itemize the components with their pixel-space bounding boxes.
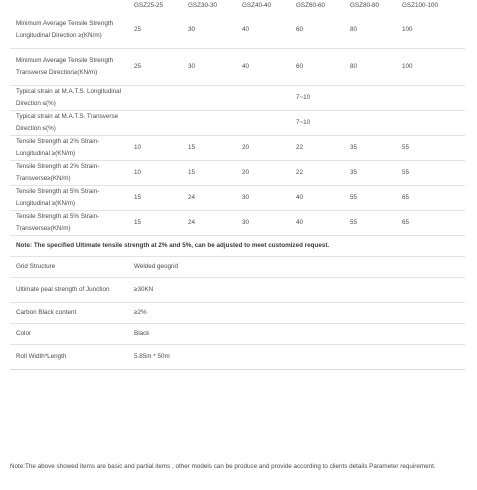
table-row [10,111,465,136]
table-row [10,49,465,86]
value-cell: 65 [396,186,465,211]
value-cell: 35 [344,161,396,186]
row-label: Tensile Strength at 2% Strain-Transverse≥(KN/m) [10,161,128,186]
row-label: Tensile Strength at 5% Strain-Transverse≥(KN/m) [10,211,128,236]
value-cell: 24 [182,211,236,236]
empty-cell [236,111,290,136]
value-cell: 55 [396,161,465,186]
header-cell: GSZ60-60 [296,2,326,9]
header-cell: GSZ25-25 [134,2,164,9]
value-cell: 15 [128,186,182,211]
value-cell: 7~10 [290,86,344,111]
table-row [10,161,465,186]
table-row [10,257,465,278]
row-label: Tensile Strength at 5% Strain-Longitudinal ≥(KN/m) [10,186,128,211]
value-cell: 80 [344,12,396,49]
empty-cell [128,86,182,111]
value-cell: 30 [236,186,290,211]
table-row [10,86,465,111]
table-row [10,345,465,370]
value-cell: 25 [128,49,182,86]
empty-cell [128,111,182,136]
value-cell: ≥2% [128,303,465,324]
value-cell: 55 [344,211,396,236]
value-cell: 22 [290,161,344,186]
header-cell: GSZ40-40 [242,2,272,9]
table-row [10,278,465,303]
value-cell: 40 [290,186,344,211]
row-label: Roll Width*Length [10,345,128,370]
value-cell: 10 [128,161,182,186]
row-label: Carbon Black content [10,303,128,324]
header-cell: GSZ80-80 [350,2,380,9]
value-cell: Black [128,324,465,345]
value-cell: 55 [396,136,465,161]
empty-cell [396,111,465,136]
value-cell: 60 [290,12,344,49]
empty-cell [344,86,396,111]
footer-note: Note:The above showed items are basic and partial items , other models can be produce and provide according to clients details Parameter requirement. [10,463,436,470]
row-label: Typical strain at M.A.T.S. Longitudinal Direction ≤(%) [10,86,128,111]
header-row [10,0,465,12]
row-label: Color [10,324,128,345]
value-cell: 55 [344,186,396,211]
value-cell: 10 [128,136,182,161]
row-label: Minimum Average Tensile Strength Transverse Direction≥(KN/m) [10,49,128,86]
value-cell: 20 [236,161,290,186]
row-label: Grid Structure [10,257,128,278]
value-cell: 65 [396,211,465,236]
value-cell: Welded geogrid [128,257,465,278]
table-note-row [10,236,465,257]
value-cell: 60 [290,49,344,86]
value-cell: 15 [128,211,182,236]
header-cell: GSZ30-30 [188,2,218,9]
empty-cell [236,86,290,111]
table-row [10,324,465,345]
row-label: Ultimate peal strength of Junction [10,278,128,303]
row-label: Typical strain at M.A.T.S. Transverse Direction ≤(%) [10,111,128,136]
value-cell: 7~10 [290,111,344,136]
header-cell: GSZ100-100 [402,2,439,9]
table-row [10,186,465,211]
empty-cell [396,86,465,111]
empty-cell [182,86,236,111]
value-cell: ≥30KN [128,278,465,303]
value-cell: 5.85m * 50m [128,345,465,370]
value-cell: 40 [236,12,290,49]
value-cell: 30 [182,12,236,49]
specification-table [10,0,465,370]
value-cell: 100 [396,12,465,49]
empty-cell [344,111,396,136]
table-note: Note: The specified Ultimate tensile strength at 2% and 5%, can be adjusted to meet customized request. [10,236,465,257]
value-cell: 25 [128,12,182,49]
table-row [10,12,465,49]
table-row [10,211,465,236]
value-cell: 40 [290,211,344,236]
value-cell: 40 [236,49,290,86]
row-label: Minimum Average Tensile Strength Longitudinal Direction ≥(KN/m) [10,12,128,49]
table-row [10,303,465,324]
header-cell [10,0,128,12]
table-row [10,136,465,161]
empty-cell [182,111,236,136]
value-cell: 20 [236,136,290,161]
value-cell: 24 [182,186,236,211]
value-cell: 22 [290,136,344,161]
value-cell: 15 [182,161,236,186]
value-cell: 80 [344,49,396,86]
value-cell: 35 [344,136,396,161]
value-cell: 15 [182,136,236,161]
value-cell: 100 [396,49,465,86]
value-cell: 30 [182,49,236,86]
row-label: Tensile Strength at 2% Strain-Longitudinal ≥(KN/m) [10,136,128,161]
value-cell: 30 [236,211,290,236]
specification-table-container [10,0,465,370]
